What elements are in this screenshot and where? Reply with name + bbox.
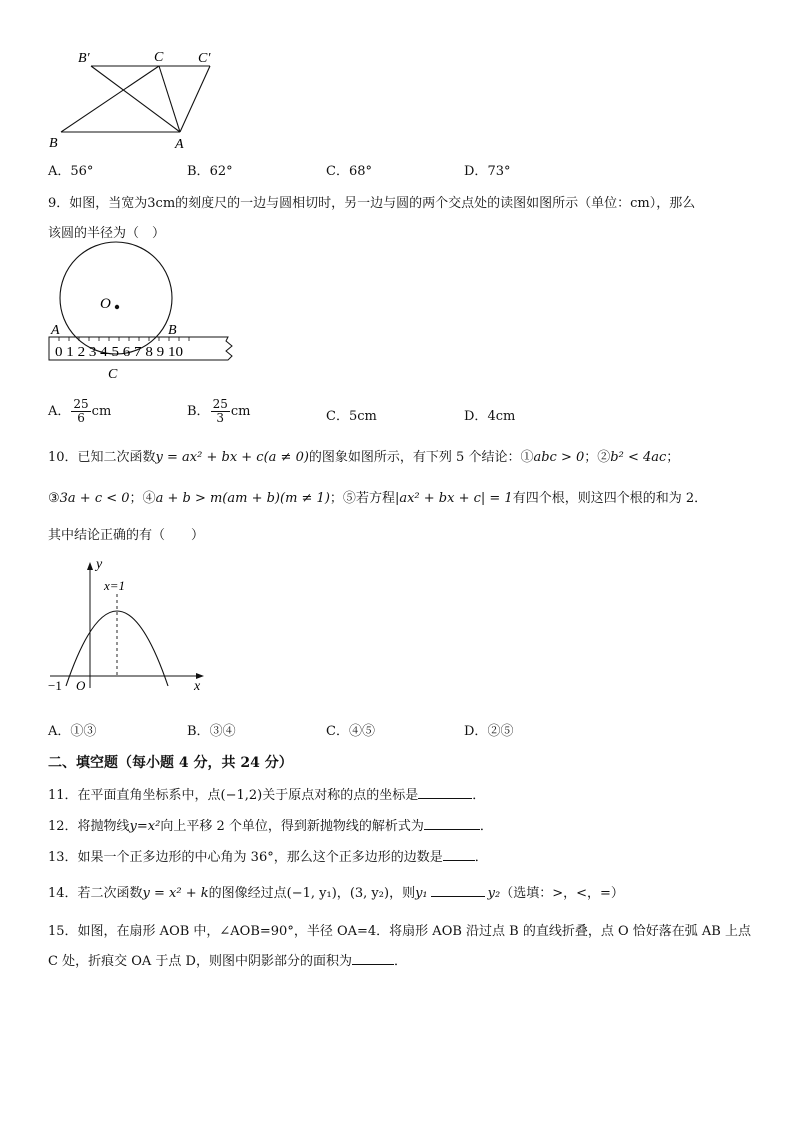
q8-label-b: B — [49, 136, 58, 151]
q11-answer-blank[interactable] — [418, 786, 472, 799]
q8-choice-a[interactable]: A．56° — [48, 164, 94, 179]
q10-line3: 其中结论正确的有（ ） — [48, 528, 205, 543]
q10-choice-b[interactable]: B．③④ — [187, 724, 236, 739]
q9-choice-b[interactable]: B． $\frac{25}{3}$ cm — [187, 397, 251, 425]
q10-choice-d[interactable]: D．②⑤ — [464, 724, 514, 739]
q9-label-o: O — [100, 296, 111, 312]
q8-line-cprime-a — [180, 66, 210, 132]
q10-label-x: x — [194, 679, 201, 694]
q8-label-bprime: B′ — [78, 51, 90, 66]
q8-figure — [40, 44, 230, 156]
q14: 14．若二次函数y = x² + k的图像经过点(−1, y₁)，(3, y₂)，则y₁ y₂（选填：>，<，=） — [48, 886, 624, 901]
q10-label-minus-one: −1 — [48, 678, 62, 693]
q12: 12．将抛物线y=x²向上平移 2 个单位，得到新抛物线的解析式为 ． — [48, 819, 493, 834]
q10-line1: 10．已知二次函数y = ax² + bx + c(a ≠ 0)的图象如图所示，有下列 5 个结论：①abc > 0；②b² < 4ac； — [48, 450, 680, 465]
q10-choice-a[interactable]: A．①③ — [48, 724, 97, 739]
q9-center-dot — [115, 305, 119, 309]
q8-line-c-a — [159, 66, 180, 132]
q15-line2: C 处，折痕交 OA 于点 D，则图中阴影部分的面积为 ． — [48, 954, 407, 969]
q9-line1: 9．如图，当宽为3cm的刻度尺的一边与圆相切时，另一边与圆的两个交点处的读图如图所示（单位：cm），那么 — [48, 196, 696, 211]
q8-choice-b[interactable]: B．62° — [187, 164, 233, 179]
q8-label-c: C — [154, 50, 164, 65]
q9-choice-c[interactable]: C．5cm — [326, 409, 377, 424]
q10-choice-c[interactable]: C．④⑤ — [326, 724, 375, 739]
q9-label-b: B — [168, 323, 177, 338]
q13-answer-blank[interactable] — [443, 848, 475, 861]
q9-ruler-numbers: 0 1 2 3 4 5 6 7 8 9 10 — [55, 345, 183, 360]
q10-y-arrow — [87, 562, 93, 570]
q12-answer-blank[interactable] — [424, 817, 480, 830]
q11: 11．在平面直角坐标系中，点(−1,2)关于原点对称的点的坐标是 ． — [48, 788, 486, 803]
q8-line-b-c — [61, 66, 159, 132]
q8-label-a: A — [175, 137, 184, 152]
q10-label-y: y — [96, 557, 103, 572]
q10-label-origin: O — [76, 678, 86, 693]
q9-choice-a[interactable]: A． $\frac{25}{6}$ cm — [48, 397, 112, 425]
q15-line1: 15．如图，在扇形 AOB 中，∠AOB=90°，半径 OA=4．将扇形 AOB 沿过点 B 的直线折叠，点 O 恰好落在弧 AB 上点 — [48, 924, 751, 939]
q15-answer-blank[interactable] — [352, 952, 394, 965]
q8-choice-c[interactable]: C．68° — [326, 164, 372, 179]
q10-label-axis: x=1 — [104, 578, 126, 593]
q10-figure — [44, 548, 214, 694]
q8-line-bprime-a — [91, 66, 180, 132]
q9-choice-d[interactable]: D．4cm — [464, 409, 516, 424]
q9-label-a: A — [51, 323, 60, 338]
q9-label-c: C — [108, 367, 118, 382]
q9-line2: 该圆的半径为（ ） — [48, 226, 166, 241]
q8-choice-d[interactable]: D．73° — [464, 164, 511, 179]
q13: 13．如果一个正多边形的中心角为 36°，那么这个正多边形的边数是 ． — [48, 850, 488, 865]
q9-figure — [44, 240, 244, 382]
q10-line2: ③3a + c < 0；④a + b > m(am + b)(m ≠ 1)；⑤若方程|ax² + bx + c| = 1有四个根，则这四个根的和为 2． — [48, 491, 708, 506]
q8-label-cprime: C′ — [198, 51, 211, 66]
q14-answer-blank[interactable] — [431, 884, 485, 897]
section-title: 二、填空题（每小题 4 分，共 24 分） — [48, 755, 293, 771]
